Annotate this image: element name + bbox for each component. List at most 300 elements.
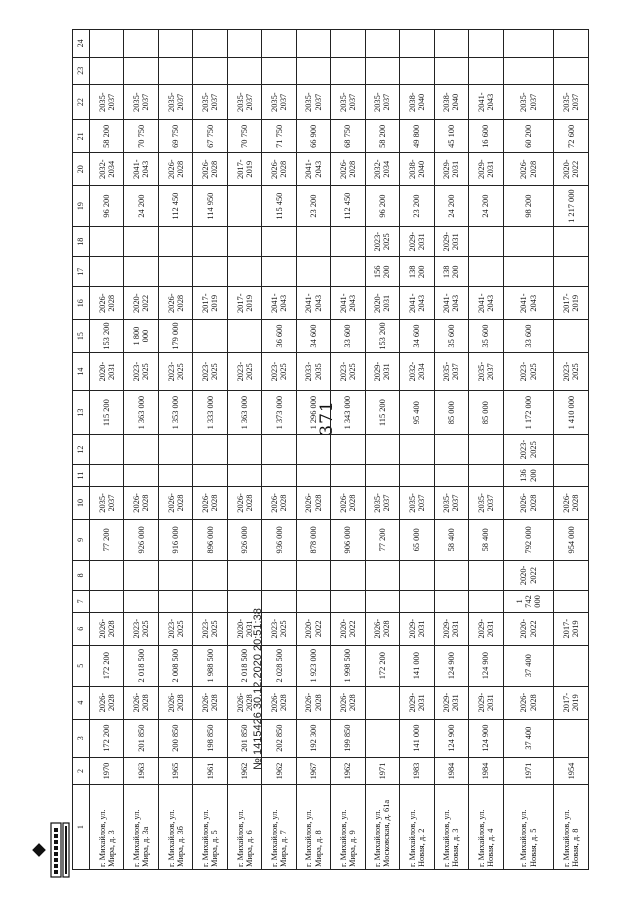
table-cell: 96 200 xyxy=(90,186,124,227)
table-cell: 2029-2031 xyxy=(434,612,468,645)
table-cell: 1 296 000 xyxy=(296,391,330,435)
table-cell: 124 900 xyxy=(469,719,503,757)
table-cell: 124 900 xyxy=(434,719,468,757)
table-cell: 1965 xyxy=(158,757,192,784)
table-cell xyxy=(227,257,261,287)
table-cell: 70 750 xyxy=(124,120,158,153)
table-cell: 65 000 xyxy=(400,519,434,560)
address-cell: г. Михайлов, ул. Новая, д. 5 xyxy=(503,785,554,870)
table-cell xyxy=(124,590,158,612)
table-cell xyxy=(331,57,365,84)
table-cell: 2029-2031 xyxy=(400,612,434,645)
table-cell: 37 400 xyxy=(503,719,554,757)
table-cell xyxy=(90,560,124,590)
table-cell: 66 900 xyxy=(296,120,330,153)
table-cell: 926 000 xyxy=(124,519,158,560)
table-cell xyxy=(158,560,192,590)
table-cell: 2023-2025 xyxy=(262,352,296,390)
table-cell: 70 750 xyxy=(227,120,261,153)
table-cell xyxy=(193,227,227,257)
table-cell: 201 850 xyxy=(124,719,158,757)
table-cell: 2038-2040 xyxy=(400,153,434,186)
address-cell: г. Михайлов, ул. Мира, д. 8 xyxy=(296,785,330,870)
table-cell: 2035-2037 xyxy=(296,84,330,120)
table-cell xyxy=(262,465,296,487)
table-cell: 35 600 xyxy=(434,320,468,353)
table-cell: 199 850 xyxy=(331,719,365,757)
table-cell: 1 353 000 xyxy=(158,391,192,435)
table-cell: 1 923 000 xyxy=(296,645,330,686)
table-cell: 2017-2019 xyxy=(193,287,227,320)
page-number: 371 xyxy=(317,400,337,436)
table-cell xyxy=(262,560,296,590)
table-cell xyxy=(365,465,399,487)
table-cell: 2029-2031 xyxy=(434,227,468,257)
table-cell xyxy=(554,227,589,257)
table-cell: 2026-2028 xyxy=(158,487,192,520)
table-cell xyxy=(469,590,503,612)
table-cell: 1970 xyxy=(90,757,124,784)
table-cell: 2041-2043 xyxy=(469,84,503,120)
table-cell: 35 600 xyxy=(469,320,503,353)
table-cell: 2035-2037 xyxy=(554,84,589,120)
table-cell: 2029-2031 xyxy=(365,352,399,390)
table-cell: 45 100 xyxy=(434,120,468,153)
mfc-logo-stamp xyxy=(27,815,87,885)
table-cell xyxy=(331,465,365,487)
table-cell xyxy=(469,465,503,487)
column-header: 21 xyxy=(73,120,90,153)
table-body xyxy=(90,30,589,870)
column-header: 16 xyxy=(73,287,90,320)
table-cell xyxy=(400,57,434,84)
table-cell: 58 400 xyxy=(469,519,503,560)
table-cell: 2017-2019 xyxy=(554,612,589,645)
table-cell: 2026-2028 xyxy=(124,686,158,719)
table-cell: 2038-2040 xyxy=(400,84,434,120)
table-cell: 2023-2025 xyxy=(158,352,192,390)
table-cell: 2026-2028 xyxy=(158,153,192,186)
address-cell: г. Михайлов, ул. Мира, д. 3 xyxy=(90,785,124,870)
table-cell: 2026-2028 xyxy=(503,487,554,520)
column-header: 12 xyxy=(73,435,90,465)
table-cell: 2026-2028 xyxy=(158,686,192,719)
table-cell xyxy=(331,560,365,590)
table-cell xyxy=(434,465,468,487)
table-cell: 896 000 xyxy=(193,519,227,560)
table-cell: 2029-2031 xyxy=(434,686,468,719)
column-header: 24 xyxy=(73,30,90,57)
table-cell: 153 200 xyxy=(90,320,124,353)
table-cell: 98 200 xyxy=(503,186,554,227)
column-header: 7 xyxy=(73,590,90,612)
table-row xyxy=(503,30,554,870)
table-cell: 124 900 xyxy=(434,645,468,686)
table-cell: 202 850 xyxy=(262,719,296,757)
table-cell: 1 363 000 xyxy=(227,391,261,435)
table-cell xyxy=(90,590,124,612)
table-row xyxy=(434,30,468,870)
table-cell: 2023-2025 xyxy=(193,352,227,390)
table-cell: 2023-2025 xyxy=(503,352,554,390)
table-cell: 2033-2035 xyxy=(296,352,330,390)
table-cell xyxy=(400,30,434,57)
table-cell: 1962 xyxy=(331,757,365,784)
table-cell: 112 450 xyxy=(158,186,192,227)
table-cell: 2035-2037 xyxy=(124,84,158,120)
table-cell xyxy=(434,590,468,612)
table-cell xyxy=(227,320,261,353)
table-cell: 1 800 000 xyxy=(124,320,158,353)
table-cell: 2032-2034 xyxy=(400,352,434,390)
table-cell: 77 200 xyxy=(90,519,124,560)
table-cell: 2 008 500 xyxy=(158,645,192,686)
column-header: 11 xyxy=(73,465,90,487)
table-row xyxy=(193,30,227,870)
table-row xyxy=(331,30,365,870)
table-cell: 2041-2043 xyxy=(124,153,158,186)
table-cell: 2 028 500 xyxy=(262,645,296,686)
table-cell: 58 200 xyxy=(90,120,124,153)
table-cell xyxy=(365,719,399,757)
table-cell xyxy=(554,435,589,465)
table-cell xyxy=(469,435,503,465)
table-cell: 2026-2028 xyxy=(365,612,399,645)
table-cell: 2026-2028 xyxy=(90,287,124,320)
data-table-wrapper xyxy=(72,30,589,870)
address-cell: г. Михайлов, ул. Мира, д. 5 xyxy=(193,785,227,870)
address-cell: г. Михайлов, ул. Мира, д. 3б xyxy=(158,785,192,870)
table-cell: 1967 xyxy=(296,757,330,784)
table-cell: 1 172 000 xyxy=(503,391,554,435)
table-cell xyxy=(503,257,554,287)
table-cell xyxy=(262,257,296,287)
column-header: 23 xyxy=(73,57,90,84)
column-header: 8 xyxy=(73,560,90,590)
table-cell: 2 018 500 xyxy=(124,645,158,686)
address-cell: г. Михайлов, ул. Мира, д. 9 xyxy=(331,785,365,870)
table-cell: 2035-2037 xyxy=(365,84,399,120)
table-cell: 2023-2025 xyxy=(124,352,158,390)
table-cell xyxy=(554,719,589,757)
table-cell xyxy=(124,30,158,57)
table-cell: 34 600 xyxy=(400,320,434,353)
column-header: 19 xyxy=(73,186,90,227)
column-header: 4 xyxy=(73,686,90,719)
table-cell: 2023-2025 xyxy=(124,612,158,645)
table-cell: 68 750 xyxy=(331,120,365,153)
table-cell: 114 950 xyxy=(193,186,227,227)
table-cell xyxy=(434,435,468,465)
table-cell: 49 800 xyxy=(400,120,434,153)
table-cell: 2041-2043 xyxy=(434,287,468,320)
table-cell: 69 750 xyxy=(158,120,192,153)
table-cell xyxy=(262,435,296,465)
table-cell: 2017-2019 xyxy=(227,287,261,320)
table-cell: 2020-2022 xyxy=(331,612,365,645)
column-header: 14 xyxy=(73,352,90,390)
table-cell xyxy=(227,57,261,84)
table-cell xyxy=(262,30,296,57)
table-cell xyxy=(193,435,227,465)
table-cell: 936 000 xyxy=(262,519,296,560)
table-cell: 1983 xyxy=(400,757,434,784)
table-cell xyxy=(158,435,192,465)
table-cell: 58 400 xyxy=(434,519,468,560)
table-cell: 16 600 xyxy=(469,120,503,153)
table-cell xyxy=(400,560,434,590)
table-cell xyxy=(124,227,158,257)
table-cell: 58 200 xyxy=(365,120,399,153)
address-cell: г. Михайлов, ул. Новая, д. 2 xyxy=(400,785,434,870)
table-cell: 2035-2037 xyxy=(193,84,227,120)
table-cell: 2032-2034 xyxy=(365,153,399,186)
table-cell: 1 333 000 xyxy=(193,391,227,435)
table-cell: 2020-2022 xyxy=(124,287,158,320)
table-cell xyxy=(90,57,124,84)
table-cell xyxy=(296,465,330,487)
table-row xyxy=(262,30,296,870)
column-header: 15 xyxy=(73,320,90,353)
table-cell: 124 900 xyxy=(469,645,503,686)
table-cell xyxy=(227,186,261,227)
table-cell: 2029-2031 xyxy=(400,227,434,257)
table-cell xyxy=(554,30,589,57)
table-cell: 2035-2037 xyxy=(365,487,399,520)
table-cell: 2041-2043 xyxy=(469,287,503,320)
table-cell xyxy=(434,30,468,57)
table-cell xyxy=(124,57,158,84)
table-row xyxy=(554,30,589,870)
table-cell: 95 400 xyxy=(400,391,434,435)
table-cell xyxy=(331,30,365,57)
table-cell xyxy=(227,435,261,465)
table-cell xyxy=(503,227,554,257)
table-row xyxy=(158,30,192,870)
table-cell: 1984 xyxy=(469,757,503,784)
table-cell: 60 200 xyxy=(503,120,554,153)
table-cell: 1971 xyxy=(365,757,399,784)
column-header: 13 xyxy=(73,391,90,435)
table-cell: 201 850 xyxy=(227,719,261,757)
table-cell xyxy=(262,590,296,612)
table-cell xyxy=(469,57,503,84)
table-cell: 179 000 xyxy=(158,320,192,353)
table-cell: 2020-2022 xyxy=(296,612,330,645)
table-cell: 2017-2019 xyxy=(554,686,589,719)
table-cell xyxy=(193,30,227,57)
table-cell: 77 200 xyxy=(365,519,399,560)
table-cell xyxy=(193,465,227,487)
table-cell: 2020-2022 xyxy=(554,153,589,186)
table-cell: 2035-2037 xyxy=(262,84,296,120)
table-cell xyxy=(503,57,554,84)
table-cell: 67 750 xyxy=(193,120,227,153)
table-cell xyxy=(554,57,589,84)
table-cell: 2020-2031 xyxy=(227,612,261,645)
table-cell: 141 000 xyxy=(400,719,434,757)
table-cell xyxy=(331,227,365,257)
table-cell xyxy=(262,227,296,257)
table-cell: 1962 xyxy=(227,757,261,784)
table-cell: 1 363 000 xyxy=(124,391,158,435)
table-cell: 2023-2025 xyxy=(503,435,554,465)
table-cell: 2023-2025 xyxy=(158,612,192,645)
table-cell: 1 742 000 xyxy=(503,590,554,612)
table-cell xyxy=(434,560,468,590)
table-cell: 2035-2037 xyxy=(90,84,124,120)
table-cell: 792 000 xyxy=(503,519,554,560)
table-cell: 2035-2037 xyxy=(158,84,192,120)
table-cell xyxy=(90,465,124,487)
table-cell xyxy=(193,590,227,612)
table-cell: 115 450 xyxy=(262,186,296,227)
table-cell: 141 000 xyxy=(400,645,434,686)
table-cell xyxy=(158,590,192,612)
table-cell: 2026-2028 xyxy=(331,153,365,186)
table-cell: 2026-2028 xyxy=(193,686,227,719)
table-cell xyxy=(400,465,434,487)
column-header: 3 xyxy=(73,719,90,757)
table-cell: 33 600 xyxy=(331,320,365,353)
table-cell: 2029-2031 xyxy=(400,686,434,719)
column-header: 9 xyxy=(73,519,90,560)
table-cell: 954 000 xyxy=(554,519,589,560)
table-cell: 34 600 xyxy=(296,320,330,353)
table-cell: 138 200 xyxy=(434,257,468,287)
table-cell: 198 850 xyxy=(193,719,227,757)
table-cell: 2023-2025 xyxy=(554,352,589,390)
table-cell: 2026-2028 xyxy=(158,287,192,320)
table-cell: 2041-2043 xyxy=(331,287,365,320)
table-cell: 2029-2031 xyxy=(434,153,468,186)
table-cell: 172 200 xyxy=(365,645,399,686)
table-cell: 2029-2031 xyxy=(469,612,503,645)
table-cell: 72 600 xyxy=(554,120,589,153)
table-cell: 2026-2028 xyxy=(503,686,554,719)
table-row xyxy=(90,30,124,870)
table-cell xyxy=(90,435,124,465)
table-cell xyxy=(469,227,503,257)
table-cell: 200 850 xyxy=(158,719,192,757)
address-cell: г. Михайлов, ул. Мира, д. 6 xyxy=(227,785,261,870)
table-header-row xyxy=(73,30,90,870)
table-cell xyxy=(90,30,124,57)
table-cell xyxy=(296,257,330,287)
table-cell: 1954 xyxy=(554,757,589,784)
table-cell: 1 410 000 xyxy=(554,391,589,435)
table-cell: 916 000 xyxy=(158,519,192,560)
table-cell xyxy=(90,227,124,257)
table-cell xyxy=(296,30,330,57)
table-cell: 906 000 xyxy=(331,519,365,560)
address-cell: г. Михайлов, ул. Новая, д. 8 xyxy=(554,785,589,870)
table-cell xyxy=(124,435,158,465)
table-cell: 2026-2028 xyxy=(296,686,330,719)
table-cell: 2026-2028 xyxy=(503,153,554,186)
table-cell xyxy=(158,257,192,287)
table-cell: 115 200 xyxy=(90,391,124,435)
table-cell: 192 300 xyxy=(296,719,330,757)
table-cell: 136 200 xyxy=(503,465,554,487)
address-cell: г. Михайлов, ул. Московская, д. 61а xyxy=(365,785,399,870)
table-cell: 36 600 xyxy=(262,320,296,353)
table-cell: 172 200 xyxy=(90,719,124,757)
table-cell: 2035-2037 xyxy=(434,487,468,520)
table-cell xyxy=(331,590,365,612)
address-cell: г. Михайлов, ул. Мира, д. 3а xyxy=(124,785,158,870)
table-cell: 1 373 000 xyxy=(262,391,296,435)
table-cell: 2026-2028 xyxy=(227,487,261,520)
table-cell xyxy=(434,57,468,84)
table-cell: 2023-2025 xyxy=(227,352,261,390)
table-cell xyxy=(365,686,399,719)
table-cell: 2023-2025 xyxy=(365,227,399,257)
table-cell: 2026-2028 xyxy=(331,686,365,719)
table-cell: 24 200 xyxy=(434,186,468,227)
table-cell xyxy=(90,257,124,287)
table-cell: 1962 xyxy=(262,757,296,784)
table-cell xyxy=(554,320,589,353)
table-cell: 1963 xyxy=(124,757,158,784)
table-cell: 2026-2028 xyxy=(193,487,227,520)
table-cell xyxy=(331,435,365,465)
table-cell: 115 200 xyxy=(365,391,399,435)
column-header: 22 xyxy=(73,84,90,120)
table-cell xyxy=(227,30,261,57)
table-cell: 24 200 xyxy=(469,186,503,227)
table-cell: 2032-2034 xyxy=(90,153,124,186)
table-cell: 1 988 500 xyxy=(193,645,227,686)
address-cell: г. Михайлов, ул. Новая, д. 3 xyxy=(434,785,468,870)
column-header: 5 xyxy=(73,645,90,686)
table-cell xyxy=(296,57,330,84)
table-cell: 2041-2043 xyxy=(503,287,554,320)
table-cell: 1 217 000 xyxy=(554,186,589,227)
table-cell: 2035-2037 xyxy=(400,487,434,520)
data-table xyxy=(72,29,589,870)
certificate-signature: № 1415426 30.12.2020 20:51:38 xyxy=(252,608,264,770)
table-cell: 2026-2028 xyxy=(262,686,296,719)
column-header: 18 xyxy=(73,227,90,257)
column-header: 20 xyxy=(73,153,90,186)
table-cell xyxy=(227,227,261,257)
table-cell: 23 200 xyxy=(400,186,434,227)
table-cell xyxy=(124,465,158,487)
table-cell: 1984 xyxy=(434,757,468,784)
table-cell: 172 200 xyxy=(90,645,124,686)
column-header: 1 xyxy=(73,785,90,870)
table-cell xyxy=(193,560,227,590)
table-cell xyxy=(193,57,227,84)
table-cell: 1 998 500 xyxy=(331,645,365,686)
table-cell: 2026-2028 xyxy=(124,487,158,520)
table-cell: 23 200 xyxy=(296,186,330,227)
table-cell: 2023-2025 xyxy=(331,352,365,390)
table-cell: 2026-2028 xyxy=(331,487,365,520)
table-cell xyxy=(158,227,192,257)
table-cell xyxy=(262,57,296,84)
table-cell xyxy=(158,30,192,57)
table-cell: 2026-2028 xyxy=(90,686,124,719)
table-cell: 2017-2019 xyxy=(227,153,261,186)
table-cell xyxy=(400,590,434,612)
table-cell: 2029-2031 xyxy=(469,153,503,186)
table-cell: 96 200 xyxy=(365,186,399,227)
table-cell: 2026-2028 xyxy=(554,487,589,520)
table-cell: 2041-2043 xyxy=(296,153,330,186)
table-cell: 112 450 xyxy=(331,186,365,227)
